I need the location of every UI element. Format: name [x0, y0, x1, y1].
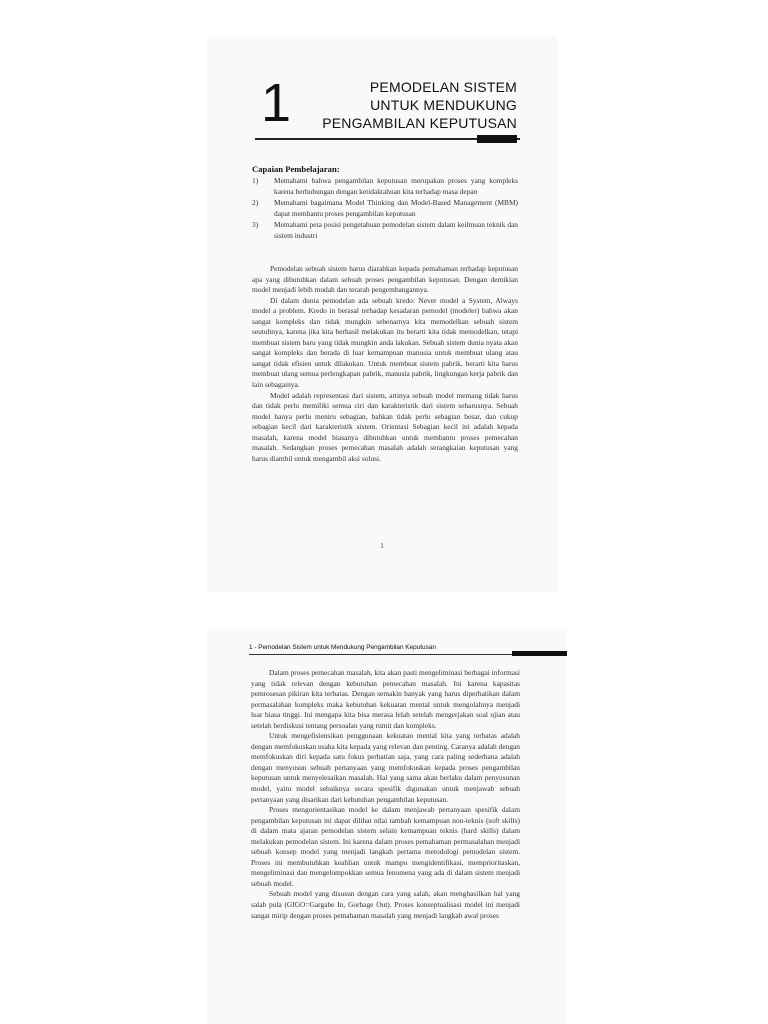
paragraph: Sebuah model yang disusun dengan cara yang salah, akan menghasilkan hal yang salah pula (GIGO=Gargabe In, Gorbage Out). Proses konseptualisasi model ini menjadi sangat mirip dengan proses pemahaman masalah yang menjadi langkah awal proses	[251, 889, 520, 920]
goal-text: Memahami bahwa pengambilan keputusan merupakan proses yang kompleks karena berhubungan dengan ketidaktahuan kita terhadap masa depan	[274, 176, 518, 196]
goal-number: 3)	[252, 220, 259, 230]
paragraph: Model adalah representasi dari sistem, artinya sebuah model memang tidak harus dan tidak perlu memiliki semua ciri dan karakteristik dari sistem seharusnya. Sebuah model hanya perlu meniru sebagian, bahkan tidak perlu sebagian besar, dan cukup sebagian kecil dari karakteristik sistem. Orientasi Sebagian kecil ini adalah kepada masalah, karena model biasanya dibutuhkan untuk membantu proses pemecahan masalah. Sedangkan proses pemecahan masalah adalah serangkaian keputusan yang harus diambil untuk mengambil aksi solusi.	[252, 390, 518, 463]
paragraph: Di dalam dunia pemodelan ada sebuah kredo: Never model a System, Always model a problem. Kredo in berasal terhadap kesadaran pemodel (modeler) bahwa akan sangat kompleks dan tidak mungkin sebenarnya kita memodelkan sebuah sistem seutuhnya, karena jika kita berhasil melakukan itu berarti kita tidak memodelkan, tetapi membuat sistem baru yang tidak mungkin anda lakukan. Sebuah sistem dunia nyata akan sangat kompleks dan berada di luar kemampuan manusia untuk membuat ulang atau sangat tidak efisien untuk dilakukan. Untuk membuat sistem pabrik, berarti kita harus membuat ulang semua perlengkapan pabrik, manusia pabrik, lingkungan kerja pabrik dan lain sebagainya.	[252, 295, 518, 390]
paragraph: Proses mengorientasikan model ke dalam menjawab pertanyaan spesifik dalam pengambilan keputusan ini dapat dilihat nilai tambah kemampuan non-teknis (soft skills) di dalam mata ajaran pemodelan sistem selain kemampuan teknis (hard skills) dalam melakukan pemodelan sistem. Ini karena dalam proses pemahaman permasalahan menjadi sebuah konsep model yang menjadi langkah pertama metodologi pemodelan sistem. Proses ini membutuhkan keahlian untuk mampu mengidentifikasi, memprioritaskan, mengeliminasi dan mengelompokkan semua fenomena yang ada di dalam sistem menjadi sebuah model.	[251, 805, 520, 888]
chapter-number: 1	[261, 73, 292, 133]
page2-body	[251, 668, 520, 921]
paragraph: Untuk mengefisiensikan penggunaan kekuatan mental kita yang terbatas adalah dengan memfokuskan usaha kita kepada yang relevan dan penting. Caranya adalah dengan memfokuskan diri kepada satu fokus perhatian saja, yang cara paling sederhana adalah dengan menyusun sebuah pertanyaan yang memfokuskan kepada proses pengambilan keputusan untuk menyelesaikan masalah. Hal yang sama akan berlaku dalam penyusunan model, yaitu model sebaiknya secara spesifik digunakan untuk menjawab sebuah pertanyaan yang disarikan dari kebutuhan pengambilan keputusan.	[251, 731, 520, 804]
goal-item	[252, 220, 518, 241]
goal-text: Memahami peta posisi pengetahuan pemodelan sistem dalam keilmuan teknik dan sistem industri	[274, 220, 518, 240]
chapter-title-line: PENGAMBILAN KEPUTUSAN	[322, 115, 517, 131]
book-page-1	[207, 36, 557, 592]
goal-item	[252, 198, 518, 219]
page-number: 1	[380, 542, 384, 550]
goal-text: Memahami bagaimana Model Thinking dan Model-Based Management (MBM) dapat membantu proses pengambilan keputusan	[274, 198, 518, 218]
chapter-title-line: UNTUK MENDUKUNG	[370, 97, 517, 113]
page1-body	[252, 264, 518, 464]
goals-list	[252, 176, 518, 243]
goals-heading: Capaian Pembelajaran:	[252, 164, 340, 174]
title-rule-block	[477, 135, 517, 143]
goal-number: 1)	[252, 176, 259, 185]
chapter-title	[322, 78, 517, 132]
goal-number: 2)	[252, 198, 259, 208]
running-head: 1 - Pemodelan Sistem untuk Mendukung Pengambilan Keputusan	[249, 644, 436, 651]
header-rule-block	[512, 651, 567, 656]
paragraph: Pemodelan sebuah sistem harus diarahkan kepada pemahaman terhadap keputusan apa yang dibutuhkan dalam sebuah proses pengambilan keputusan. Dengan demikian model menjadi lebih mudah dan terarah pengembangannya.	[252, 264, 518, 295]
paragraph: Dalam proses pemecahan masalah, kita akan pasti mengeliminasi berbagai informasi yang tidak relevan dengan kebutuhan pemecahan masalah. Ini karena kapasitas pemrosesan pikiran kita terbatas. Dengan semakin banyak yang harus diperhatikan dalam permasalahan kompleks maka kebutuhan kekuatan mental untuk mengolahnya menjadi luar biasa tinggi. Ini mengapa kita bisa merasa lelah setelah mengerjakan soal ujian atau setelah berdiskusi tentang persoalan yang rumit dan kompleks.	[251, 668, 520, 730]
goal-item	[252, 176, 518, 197]
chapter-title-line: PEMODELAN SISTEM	[369, 79, 517, 95]
book-page-2	[207, 628, 567, 1024]
